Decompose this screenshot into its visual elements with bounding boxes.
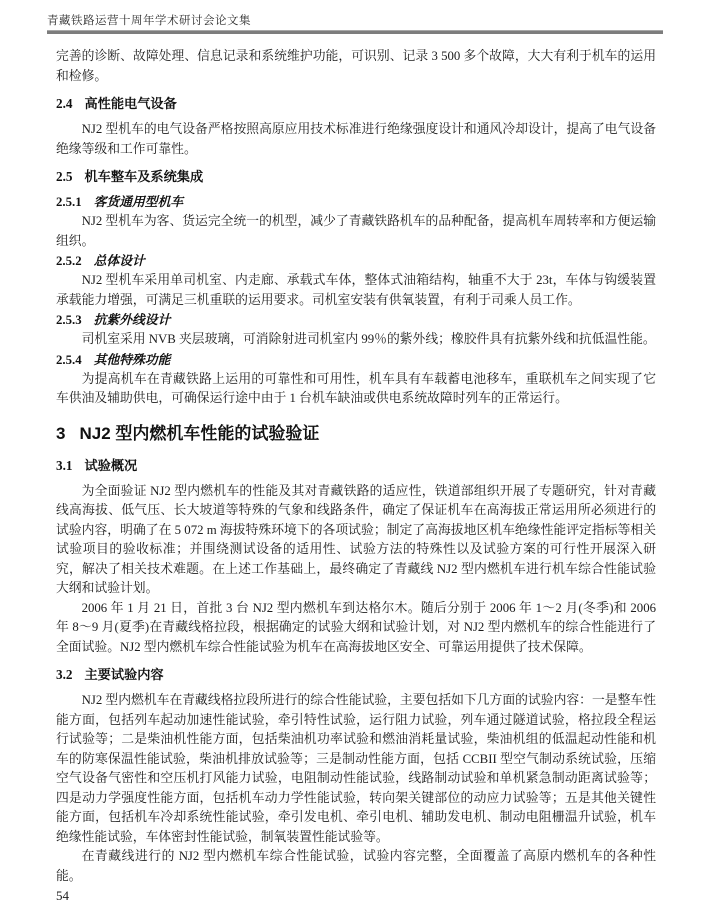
paragraph: 在青藏线进行的 NJ2 型内燃机车综合性能试验，试验内容完整，全面覆盖了高原内燃机车的各种性能。 xyxy=(56,849,656,883)
section-title: 总体设计 xyxy=(93,254,145,268)
section-title: 客货通用型机车 xyxy=(93,195,184,209)
section-title: NJ2 型内燃机车性能的试验验证 xyxy=(79,423,320,443)
subsection-heading-2-5-2 xyxy=(56,252,656,271)
section-number: 3 xyxy=(56,423,66,443)
section-heading-3-2 xyxy=(56,666,656,684)
section-number: 2.5.2 xyxy=(56,254,82,268)
section-title: 高性能电气设备 xyxy=(84,96,177,111)
paragraph: 司机室采用 NVB 夹层玻璃，可消除射进司机室内 99％的紫外线；橡胶件具有抗紫外线和抗低温性能。 xyxy=(81,332,656,346)
paragraph: 为全面验证 NJ2 型内燃机车的性能及其对青藏铁路的适应性，铁道部组织开展了专题研究，针对青藏线高海拔、低气压、长大坡道等特殊的气象和线路条件，确定了保证机车在高海拔正常运用所必须进行的试验内容，明确了在 5 072 m 海拔特殊环境下的各项试验；制定了高海拔地区机车绝缘性能评定指标等相关试验项目的验收标准；并围绕测试设备的适用性、试验方法的特殊性以及试验方案的可行性开展深入研究，解决了相关技术难题。在上述工作基础上，最终确定了青藏线 NJ2 型内燃机车进行机车综合性能试验大纲和试验计划。 xyxy=(56,483,656,595)
section-heading-2-4 xyxy=(56,95,656,113)
section-title: 机车整车及系统集成 xyxy=(84,169,204,184)
section-number: 3.2 xyxy=(56,667,73,682)
section-title: 抗紫外线设计 xyxy=(93,313,171,327)
section-number: 3.1 xyxy=(56,457,73,473)
subsection-heading-2-5-3 xyxy=(56,311,656,330)
section-title: 试验概况 xyxy=(84,457,138,473)
section-number: 2.5.1 xyxy=(56,195,82,209)
section-number: 2.4 xyxy=(56,96,73,111)
paragraph: NJ2 型机车为客、货运完全统一的机型，减少了青藏铁路机车的品种配备，提高机车周转率和方便运输组织。 xyxy=(56,214,656,248)
section-heading-2-5 xyxy=(56,168,656,186)
section-title: 主要试验内容 xyxy=(84,667,164,682)
chapter-heading-3 xyxy=(56,423,656,445)
section-number: 2.5.4 xyxy=(56,352,82,367)
paragraph-continuation: 完善的诊断、故障处理、信息记录和系统维护功能，可识别、记录 3 500 多个故障，大大有利于机车的运用和检修。 xyxy=(56,49,656,83)
section-number: 2.5.3 xyxy=(56,313,82,327)
page-content xyxy=(56,47,656,886)
paragraph: NJ2 型内燃机车在青藏线格拉段所进行的综合性能试验，主要包括如下几方面的试验内容：一是整车性能方面，包括列车起动加速性能试验，牵引特性试验，运行阻力试验，列车通过隧道试验，格拉段全程运行试验等；二是柴油机性能方面，包括柴油机功率试验和燃油消耗量试验，柴油机组的低温起动性能和机车的防寒保温性能试验，柴油机排放试验等；三是制动性能方面，包括 CCBII 型空气制动系统试验，压缩空气设备气密性和空压机打风能力试验，电阻制动性能试验，线路制动试验和单机紧急制动距离试验等；四是动力学强度性能方面，包括机车动力学性能试验，转向架关键部位的动应力试验等；五是其他关键性能方面，包括机车冷却系统性能试验，牵引发电机、牵引电机、辅助发电机、制动电阻栅温升试验，机车绝缘性能试验，车体密封性能试验，制氧装置性能试验等。 xyxy=(56,693,656,844)
section-number: 2.5 xyxy=(56,169,73,184)
section-heading-3-1 xyxy=(56,457,656,475)
paragraph: 2006 年 1 月 21 日，首批 3 台 NJ2 型内燃机车到达格尔木。随后分别于 2006 年 1～2 月(冬季)和 2006 年 8～9 月(夏季)在青藏线格拉段，根据确定的试验大纲和试验计划，对 NJ2 型内燃机车的综合性能进行了全面试验。NJ2 型内燃机车综合性能试验为机车在高海拔地区安全、可靠运用提供了技术保障。 xyxy=(56,600,656,654)
subsection-heading-2-5-1 xyxy=(56,193,656,212)
header-rule xyxy=(47,30,663,34)
page-number: 54 xyxy=(56,888,69,903)
section-title: 其他特殊功能 xyxy=(93,352,171,367)
paragraph: 为提高机车在青藏铁路上运用的可靠性和可用性，机车具有车载蓄电池移车，重联机车之间实现了它车供油及辅助供电，可确保运行途中由于 1 台机车缺油或供电系统故障时列车的正常运行。 xyxy=(56,371,656,405)
paragraph: NJ2 型机车采用单司机室、内走廊、承载式车体，整体式油箱结构，轴重不大于 23t，车体与钩缓装置承载能力增强，可满足三机重联的运用要求。司机室安装有供氧装置，有利于司乘人员工作。 xyxy=(56,273,656,307)
running-header: 青藏铁路运营十周年学术研讨会论文集 xyxy=(47,15,251,27)
paragraph: NJ2 型机车的电气设备严格按照高原应用技术标准进行绝缘强度设计和通风冷却设计，提高了电气设备绝缘等级和工作可靠性。 xyxy=(56,122,656,156)
subsection-heading-2-5-4 xyxy=(56,351,656,370)
